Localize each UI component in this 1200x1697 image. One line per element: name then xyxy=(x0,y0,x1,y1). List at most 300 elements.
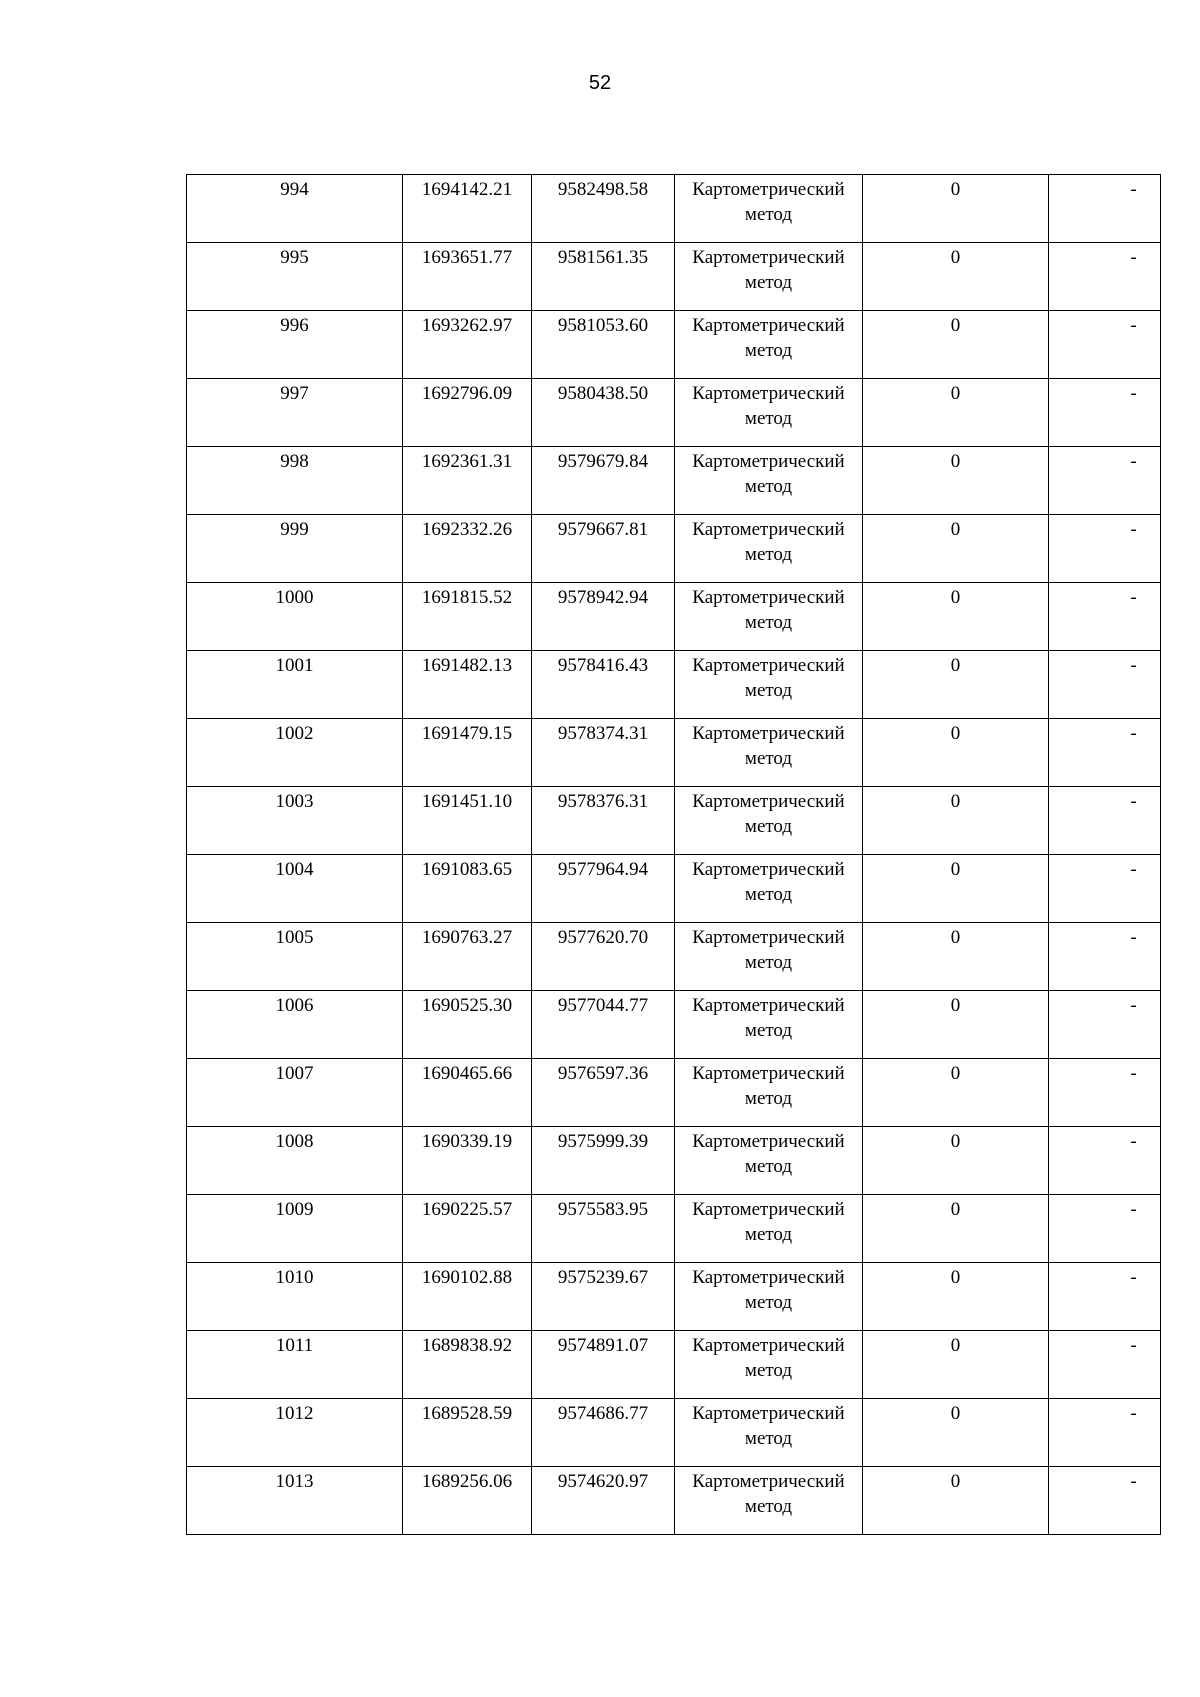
table-row xyxy=(187,379,1161,447)
point-number-cell xyxy=(187,991,403,1059)
point-number: 1012 xyxy=(275,1403,314,1424)
method-text xyxy=(675,1263,862,1315)
method-line-2: метод xyxy=(744,1428,793,1449)
error-value: 0 xyxy=(950,383,961,404)
point-number: 1006 xyxy=(275,995,314,1016)
error-value: 0 xyxy=(950,315,961,336)
method-cell xyxy=(675,1263,863,1331)
x-coordinate: 1691482.13 xyxy=(421,655,513,676)
point-number-cell xyxy=(187,1059,403,1127)
table-row xyxy=(187,1331,1161,1399)
table-row xyxy=(187,1059,1161,1127)
x-coordinate-cell xyxy=(403,787,532,855)
method-text xyxy=(675,243,862,295)
x-coordinate-cell xyxy=(403,1195,532,1263)
point-number: 1002 xyxy=(275,723,314,744)
method-line-2: метод xyxy=(744,272,793,293)
method-text xyxy=(675,923,862,975)
method-cell xyxy=(675,1059,863,1127)
error-value: 0 xyxy=(950,791,961,812)
y-coordinate-cell xyxy=(532,923,675,991)
note-cell xyxy=(1049,447,1161,515)
y-coordinate: 9575239.67 xyxy=(557,1267,649,1288)
point-number-cell xyxy=(187,651,403,719)
method-line-1: Картометрический xyxy=(692,859,845,880)
y-coordinate: 9577964.94 xyxy=(557,859,649,880)
point-number-cell xyxy=(187,379,403,447)
error-cell xyxy=(863,379,1049,447)
method-line-2: метод xyxy=(744,1156,793,1177)
point-number-cell xyxy=(187,855,403,923)
error-cell xyxy=(863,1331,1049,1399)
y-coordinate-cell xyxy=(532,651,675,719)
note-value: - xyxy=(1130,655,1137,676)
point-number-cell xyxy=(187,719,403,787)
x-coordinate: 1690102.88 xyxy=(421,1267,513,1288)
y-coordinate-cell xyxy=(532,855,675,923)
method-line-1: Картометрический xyxy=(692,315,845,336)
method-cell xyxy=(675,787,863,855)
y-coordinate: 9578416.43 xyxy=(557,655,649,676)
y-coordinate-cell xyxy=(532,719,675,787)
error-value: 0 xyxy=(950,723,961,744)
error-value: 0 xyxy=(950,179,961,200)
method-line-1: Картометрический xyxy=(692,1267,845,1288)
method-line-1: Картометрический xyxy=(692,1063,845,1084)
point-number: 1001 xyxy=(275,655,314,676)
x-coordinate-cell xyxy=(403,651,532,719)
method-line-2: метод xyxy=(744,680,793,701)
method-line-2: метод xyxy=(744,544,793,565)
method-text xyxy=(675,175,862,227)
note-value: - xyxy=(1130,791,1137,812)
table-row xyxy=(187,1399,1161,1467)
table-row xyxy=(187,515,1161,583)
x-coordinate: 1690339.19 xyxy=(421,1131,513,1152)
error-cell xyxy=(863,243,1049,311)
x-coordinate: 1690763.27 xyxy=(421,927,513,948)
point-number-cell xyxy=(187,447,403,515)
y-coordinate-cell xyxy=(532,991,675,1059)
y-coordinate: 9581053.60 xyxy=(557,315,649,336)
point-number: 1005 xyxy=(275,927,314,948)
method-line-2: метод xyxy=(744,476,793,497)
y-coordinate-cell xyxy=(532,1059,675,1127)
error-cell xyxy=(863,447,1049,515)
error-value: 0 xyxy=(950,927,961,948)
note-cell xyxy=(1049,1127,1161,1195)
point-number-cell xyxy=(187,583,403,651)
method-line-1: Картометрический xyxy=(692,791,845,812)
x-coordinate: 1693651.77 xyxy=(421,247,513,268)
error-cell xyxy=(863,175,1049,243)
y-coordinate: 9579667.81 xyxy=(557,519,649,540)
point-number: 1008 xyxy=(275,1131,314,1152)
method-cell xyxy=(675,1195,863,1263)
method-line-1: Картометрический xyxy=(692,247,845,268)
note-cell xyxy=(1049,855,1161,923)
y-coordinate: 9574891.07 xyxy=(557,1335,649,1356)
method-cell xyxy=(675,1399,863,1467)
point-number-cell xyxy=(187,1263,403,1331)
error-cell xyxy=(863,1195,1049,1263)
method-text xyxy=(675,1127,862,1179)
table-row xyxy=(187,243,1161,311)
note-value: - xyxy=(1130,451,1137,472)
note-value: - xyxy=(1130,315,1137,336)
point-number-cell xyxy=(187,1399,403,1467)
error-cell xyxy=(863,855,1049,923)
method-line-2: метод xyxy=(744,1360,793,1381)
coordinates-table xyxy=(186,174,1161,1535)
point-number: 996 xyxy=(280,315,309,336)
error-value: 0 xyxy=(950,1471,961,1492)
error-value: 0 xyxy=(950,1335,961,1356)
method-cell xyxy=(675,447,863,515)
note-value: - xyxy=(1130,859,1137,880)
note-cell xyxy=(1049,1263,1161,1331)
method-cell xyxy=(675,855,863,923)
table-row xyxy=(187,583,1161,651)
note-value: - xyxy=(1130,383,1137,404)
y-coordinate-cell xyxy=(532,1127,675,1195)
method-text xyxy=(675,991,862,1043)
method-line-2: метод xyxy=(744,612,793,633)
method-line-2: метод xyxy=(744,408,793,429)
method-text xyxy=(675,515,862,567)
error-cell xyxy=(863,1467,1049,1535)
y-coordinate: 9577620.70 xyxy=(557,927,649,948)
note-value: - xyxy=(1130,1199,1137,1220)
x-coordinate: 1691815.52 xyxy=(421,587,513,608)
point-number-cell xyxy=(187,1331,403,1399)
y-coordinate: 9578374.31 xyxy=(557,723,649,744)
y-coordinate-cell xyxy=(532,1331,675,1399)
y-coordinate-cell xyxy=(532,1399,675,1467)
x-coordinate-cell xyxy=(403,243,532,311)
error-value: 0 xyxy=(950,587,961,608)
y-coordinate-cell xyxy=(532,583,675,651)
point-number: 999 xyxy=(280,519,309,540)
error-cell xyxy=(863,651,1049,719)
x-coordinate: 1689838.92 xyxy=(421,1335,513,1356)
point-number-cell xyxy=(187,1195,403,1263)
point-number-cell xyxy=(187,1467,403,1535)
y-coordinate: 9580438.50 xyxy=(557,383,649,404)
table-row xyxy=(187,1127,1161,1195)
note-value: - xyxy=(1130,927,1137,948)
note-cell xyxy=(1049,991,1161,1059)
x-coordinate-cell xyxy=(403,855,532,923)
x-coordinate: 1690225.57 xyxy=(421,1199,513,1220)
x-coordinate-cell xyxy=(403,1399,532,1467)
method-cell xyxy=(675,1127,863,1195)
x-coordinate: 1692332.26 xyxy=(421,519,513,540)
method-cell xyxy=(675,1467,863,1535)
method-text xyxy=(675,1059,862,1111)
table-body xyxy=(187,175,1161,1535)
x-coordinate: 1691451.10 xyxy=(421,791,513,812)
y-coordinate: 9575583.95 xyxy=(557,1199,649,1220)
note-value: - xyxy=(1130,1131,1137,1152)
x-coordinate-cell xyxy=(403,991,532,1059)
note-cell xyxy=(1049,1467,1161,1535)
method-text xyxy=(675,651,862,703)
y-coordinate-cell xyxy=(532,515,675,583)
table-row xyxy=(187,175,1161,243)
point-number-cell xyxy=(187,311,403,379)
method-line-1: Картометрический xyxy=(692,927,845,948)
table-row xyxy=(187,1195,1161,1263)
x-coordinate: 1693262.97 xyxy=(421,315,513,336)
note-value: - xyxy=(1130,179,1137,200)
error-value: 0 xyxy=(950,1063,961,1084)
y-coordinate: 9582498.58 xyxy=(557,179,649,200)
x-coordinate-cell xyxy=(403,515,532,583)
method-line-1: Картометрический xyxy=(692,995,845,1016)
x-coordinate-cell xyxy=(403,583,532,651)
point-number: 1009 xyxy=(275,1199,314,1220)
method-line-2: метод xyxy=(744,1224,793,1245)
x-coordinate: 1689256.06 xyxy=(421,1471,513,1492)
method-line-2: метод xyxy=(744,1020,793,1041)
point-number-cell xyxy=(187,787,403,855)
table-row xyxy=(187,787,1161,855)
x-coordinate: 1691083.65 xyxy=(421,859,513,880)
method-line-1: Картометрический xyxy=(692,1199,845,1220)
method-line-2: метод xyxy=(744,884,793,905)
x-coordinate: 1689528.59 xyxy=(421,1403,513,1424)
table-row xyxy=(187,311,1161,379)
note-cell xyxy=(1049,515,1161,583)
x-coordinate: 1692361.31 xyxy=(421,451,513,472)
method-line-1: Картометрический xyxy=(692,383,845,404)
note-value: - xyxy=(1130,519,1137,540)
table-row xyxy=(187,1467,1161,1535)
error-cell xyxy=(863,583,1049,651)
x-coordinate-cell xyxy=(403,1127,532,1195)
error-value: 0 xyxy=(950,247,961,268)
point-number: 998 xyxy=(280,451,309,472)
note-cell xyxy=(1049,923,1161,991)
y-coordinate: 9581561.35 xyxy=(557,247,649,268)
method-line-1: Картометрический xyxy=(692,1131,845,1152)
note-cell xyxy=(1049,583,1161,651)
x-coordinate-cell xyxy=(403,311,532,379)
method-text xyxy=(675,311,862,363)
error-value: 0 xyxy=(950,1267,961,1288)
method-line-1: Картометрический xyxy=(692,451,845,472)
point-number: 994 xyxy=(280,179,309,200)
table-row xyxy=(187,923,1161,991)
error-value: 0 xyxy=(950,995,961,1016)
method-cell xyxy=(675,583,863,651)
error-cell xyxy=(863,1127,1049,1195)
error-cell xyxy=(863,787,1049,855)
error-value: 0 xyxy=(950,1199,961,1220)
note-cell xyxy=(1049,1195,1161,1263)
y-coordinate-cell xyxy=(532,175,675,243)
table-row xyxy=(187,447,1161,515)
x-coordinate: 1691479.15 xyxy=(421,723,513,744)
x-coordinate: 1690525.30 xyxy=(421,995,513,1016)
point-number: 1004 xyxy=(275,859,314,880)
note-cell xyxy=(1049,311,1161,379)
point-number: 1003 xyxy=(275,791,314,812)
method-line-1: Картометрический xyxy=(692,1471,845,1492)
y-coordinate-cell xyxy=(532,243,675,311)
note-cell xyxy=(1049,243,1161,311)
x-coordinate-cell xyxy=(403,1331,532,1399)
method-line-1: Картометрический xyxy=(692,723,845,744)
note-value: - xyxy=(1130,1471,1137,1492)
error-cell xyxy=(863,923,1049,991)
note-value: - xyxy=(1130,995,1137,1016)
note-cell xyxy=(1049,651,1161,719)
error-cell xyxy=(863,1059,1049,1127)
method-line-2: метод xyxy=(744,952,793,973)
note-value: - xyxy=(1130,1267,1137,1288)
table-row xyxy=(187,651,1161,719)
method-cell xyxy=(675,923,863,991)
method-line-1: Картометрический xyxy=(692,587,845,608)
method-line-2: метод xyxy=(744,340,793,361)
x-coordinate: 1694142.21 xyxy=(421,179,513,200)
y-coordinate: 9574686.77 xyxy=(557,1403,649,1424)
y-coordinate: 9579679.84 xyxy=(557,451,649,472)
method-text xyxy=(675,855,862,907)
error-cell xyxy=(863,719,1049,787)
x-coordinate-cell xyxy=(403,175,532,243)
error-value: 0 xyxy=(950,451,961,472)
method-line-2: метод xyxy=(744,748,793,769)
y-coordinate: 9576597.36 xyxy=(557,1063,649,1084)
y-coordinate-cell xyxy=(532,787,675,855)
method-line-2: метод xyxy=(744,1496,793,1517)
y-coordinate-cell xyxy=(532,1263,675,1331)
method-line-1: Картометрический xyxy=(692,655,845,676)
method-text xyxy=(675,583,862,635)
point-number: 1010 xyxy=(275,1267,314,1288)
note-value: - xyxy=(1130,587,1137,608)
error-value: 0 xyxy=(950,519,961,540)
error-value: 0 xyxy=(950,859,961,880)
error-value: 0 xyxy=(950,655,961,676)
note-value: - xyxy=(1130,723,1137,744)
x-coordinate-cell xyxy=(403,719,532,787)
error-cell xyxy=(863,515,1049,583)
method-text xyxy=(675,719,862,771)
point-number-cell xyxy=(187,243,403,311)
x-coordinate-cell xyxy=(403,923,532,991)
point-number-cell xyxy=(187,515,403,583)
note-cell xyxy=(1049,1059,1161,1127)
method-line-2: метод xyxy=(744,1292,793,1313)
method-line-2: метод xyxy=(744,1088,793,1109)
method-line-2: метод xyxy=(744,816,793,837)
method-line-1: Картометрический xyxy=(692,179,845,200)
error-cell xyxy=(863,311,1049,379)
method-text xyxy=(675,1195,862,1247)
error-value: 0 xyxy=(950,1403,961,1424)
y-coordinate-cell xyxy=(532,447,675,515)
method-cell xyxy=(675,719,863,787)
method-text xyxy=(675,379,862,431)
y-coordinate-cell xyxy=(532,1195,675,1263)
point-number: 1000 xyxy=(275,587,314,608)
note-value: - xyxy=(1130,1335,1137,1356)
x-coordinate: 1690465.66 xyxy=(421,1063,513,1084)
note-cell xyxy=(1049,1399,1161,1467)
method-text xyxy=(675,1331,862,1383)
x-coordinate-cell xyxy=(403,379,532,447)
method-text xyxy=(675,1467,862,1519)
point-number: 1007 xyxy=(275,1063,314,1084)
table-row xyxy=(187,1263,1161,1331)
method-cell xyxy=(675,651,863,719)
error-cell xyxy=(863,1263,1049,1331)
method-cell xyxy=(675,243,863,311)
method-line-1: Картометрический xyxy=(692,519,845,540)
error-cell xyxy=(863,991,1049,1059)
point-number-cell xyxy=(187,1127,403,1195)
method-cell xyxy=(675,175,863,243)
note-cell xyxy=(1049,175,1161,243)
note-cell xyxy=(1049,1331,1161,1399)
y-coordinate: 9575999.39 xyxy=(557,1131,649,1152)
y-coordinate-cell xyxy=(532,311,675,379)
method-line-1: Картометрический xyxy=(692,1403,845,1424)
y-coordinate: 9578942.94 xyxy=(557,587,649,608)
note-value: - xyxy=(1130,1403,1137,1424)
point-number: 1013 xyxy=(275,1471,314,1492)
method-cell xyxy=(675,379,863,447)
note-cell xyxy=(1049,787,1161,855)
point-number-cell xyxy=(187,175,403,243)
error-value: 0 xyxy=(950,1131,961,1152)
method-cell xyxy=(675,991,863,1059)
point-number: 995 xyxy=(280,247,309,268)
note-value: - xyxy=(1130,247,1137,268)
method-line-2: метод xyxy=(744,204,793,225)
y-coordinate: 9577044.77 xyxy=(557,995,649,1016)
note-cell xyxy=(1049,719,1161,787)
method-cell xyxy=(675,1331,863,1399)
error-cell xyxy=(863,1399,1049,1467)
table-row xyxy=(187,855,1161,923)
method-line-1: Картометрический xyxy=(692,1335,845,1356)
x-coordinate-cell xyxy=(403,1059,532,1127)
table-row xyxy=(187,719,1161,787)
table-row xyxy=(187,991,1161,1059)
y-coordinate: 9578376.31 xyxy=(557,791,649,812)
point-number: 1011 xyxy=(275,1335,314,1356)
note-cell xyxy=(1049,379,1161,447)
x-coordinate-cell xyxy=(403,447,532,515)
point-number: 997 xyxy=(280,383,309,404)
method-text xyxy=(675,1399,862,1451)
point-number-cell xyxy=(187,923,403,991)
y-coordinate-cell xyxy=(532,1467,675,1535)
method-text xyxy=(675,787,862,839)
y-coordinate: 9574620.97 xyxy=(557,1471,649,1492)
method-cell xyxy=(675,515,863,583)
y-coordinate-cell xyxy=(532,379,675,447)
method-text xyxy=(675,447,862,499)
x-coordinate: 1692796.09 xyxy=(421,383,513,404)
note-value: - xyxy=(1130,1063,1137,1084)
x-coordinate-cell xyxy=(403,1467,532,1535)
